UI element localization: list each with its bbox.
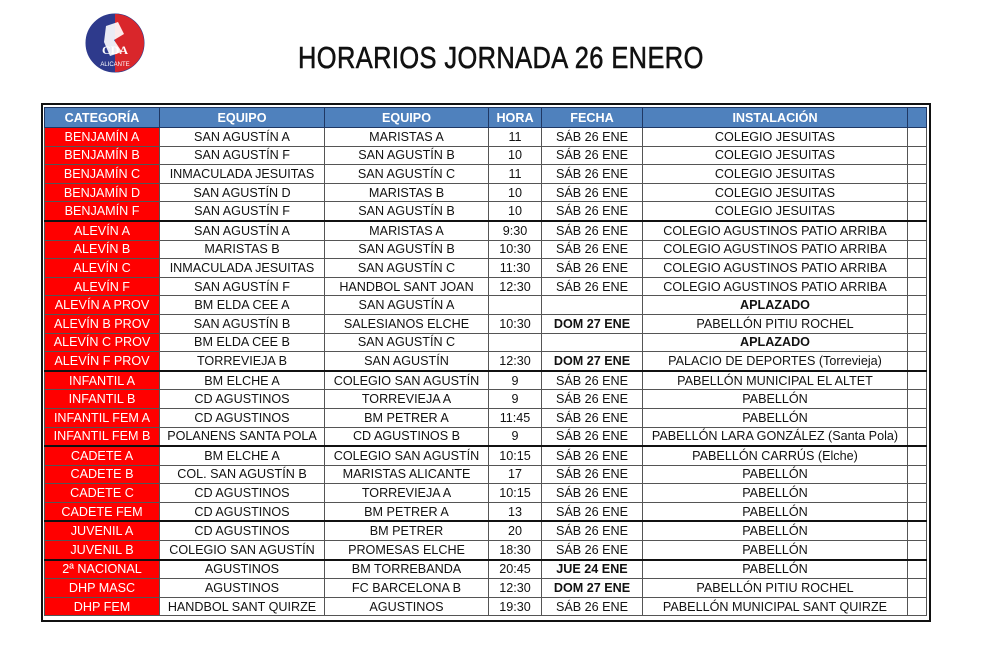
blank-cell [908,259,927,278]
table-row [45,408,927,427]
table-row [45,521,927,540]
instalacion-cell: PABELLÓN LARA GONZÁLEZ (Santa Pola) [643,427,908,446]
fecha-cell: SÁB 26 ENE [542,541,643,560]
fecha-cell: JUE 24 ENE [542,560,643,579]
fecha-cell: SÁB 26 ENE [542,371,643,390]
equipo-local-cell: HANDBOL SANT QUIRZE [160,597,325,616]
blank-cell [908,484,927,503]
equipo-local-cell: CD AGUSTINOS [160,521,325,540]
equipo-local-cell: BM ELDA CEE B [160,333,325,352]
categoria-cell: ALEVÍN F PROV [45,352,160,371]
hora-cell: 12:30 [489,352,542,371]
table-row [45,221,927,240]
fecha-cell: SÁB 26 ENE [542,146,643,165]
fecha-cell: SÁB 26 ENE [542,221,643,240]
equipo-visitante-cell: MARISTAS A [325,128,489,147]
categoria-cell: INFANTIL FEM B [45,427,160,446]
fecha-cell: SÁB 26 ENE [542,165,643,184]
hora-cell: 18:30 [489,541,542,560]
table-row [45,146,927,165]
instalacion-cell: PABELLÓN MUNICIPAL EL ALTET [643,371,908,390]
blank-cell [908,465,927,484]
equipo-visitante-cell: COLEGIO SAN AGUSTÍN [325,446,489,465]
equipo-visitante-cell: BM PETRER A [325,502,489,521]
categoria-cell: DHP MASC [45,579,160,598]
table-body [45,128,927,616]
equipo-local-cell: TORREVIEJA B [160,352,325,371]
equipo-local-cell: SAN AGUSTÍN F [160,277,325,296]
equipo-local-cell: SAN AGUSTÍN D [160,183,325,202]
fecha-cell: SÁB 26 ENE [542,484,643,503]
blank-cell [908,128,927,147]
equipo-visitante-cell: SAN AGUSTÍN B [325,146,489,165]
categoria-cell: DHP FEM [45,597,160,616]
blank-cell [908,390,927,409]
categoria-cell: BENJAMÍN C [45,165,160,184]
fecha-cell [542,333,643,352]
hora-cell: 20 [489,521,542,540]
fecha-cell: SÁB 26 ENE [542,521,643,540]
instalacion-cell: APLAZADO [643,333,908,352]
fecha-cell: SÁB 26 ENE [542,408,643,427]
fecha-cell: SÁB 26 ENE [542,240,643,259]
equipo-local-cell: CD AGUSTINOS [160,484,325,503]
equipo-visitante-cell: SAN AGUSTÍN C [325,333,489,352]
table-row [45,484,927,503]
hora-cell: 10 [489,202,542,221]
instalacion-cell: PABELLÓN MUNICIPAL SANT QUIRZE [643,597,908,616]
fecha-cell: SÁB 26 ENE [542,502,643,521]
equipo-visitante-cell: BM TORREBANDA [325,560,489,579]
schedule-table [44,107,927,616]
header-instalacion: INSTALACIÓN [643,108,908,128]
fecha-cell: DOM 27 ENE [542,352,643,371]
categoria-cell: ALEVÍN C PROV [45,333,160,352]
fecha-cell: SÁB 26 ENE [542,597,643,616]
table-row [45,259,927,278]
hora-cell: 11 [489,128,542,147]
hora-cell: 11:45 [489,408,542,427]
equipo-visitante-cell: SAN AGUSTÍN B [325,240,489,259]
header-hora: HORA [489,108,542,128]
blank-cell [908,579,927,598]
blank-cell [908,541,927,560]
page-title: HORARIOS JORNADA 26 ENERO [298,40,704,75]
equipo-visitante-cell: BM PETRER A [325,408,489,427]
blank-cell [908,277,927,296]
table-row [45,333,927,352]
equipo-local-cell: CD AGUSTINOS [160,390,325,409]
hora-cell [489,296,542,315]
table-row [45,240,927,259]
equipo-visitante-cell: SAN AGUSTÍN [325,352,489,371]
instalacion-cell: PABELLÓN [643,560,908,579]
categoria-cell: CADETE B [45,465,160,484]
fecha-cell: SÁB 26 ENE [542,183,643,202]
equipo-local-cell: SAN AGUSTÍN F [160,146,325,165]
categoria-cell: BENJAMÍN D [45,183,160,202]
instalacion-cell: PABELLÓN [643,502,908,521]
hora-cell: 11:30 [489,259,542,278]
blank-cell [908,371,927,390]
equipo-visitante-cell: SAN AGUSTÍN B [325,202,489,221]
hora-cell: 10:15 [489,484,542,503]
instalacion-cell: PABELLÓN CARRÚS (Elche) [643,446,908,465]
hora-cell: 10 [489,183,542,202]
equipo-local-cell: MARISTAS B [160,240,325,259]
hora-cell: 20:45 [489,560,542,579]
table-row [45,597,927,616]
categoria-cell: JUVENIL B [45,541,160,560]
equipo-visitante-cell: SAN AGUSTÍN C [325,165,489,184]
equipo-local-cell: SAN AGUSTÍN F [160,202,325,221]
fecha-cell: SÁB 26 ENE [542,277,643,296]
equipo-visitante-cell: SAN AGUSTÍN C [325,259,489,278]
hora-cell: 9:30 [489,221,542,240]
categoria-cell: JUVENIL A [45,521,160,540]
blank-cell [908,427,927,446]
blank-cell [908,221,927,240]
categoria-cell: ALEVÍN F [45,277,160,296]
club-logo [84,12,146,74]
blank-cell [908,202,927,221]
categoria-cell: ALEVÍN A PROV [45,296,160,315]
hora-cell: 12:30 [489,277,542,296]
header-equipo-visitante: EQUIPO [325,108,489,128]
instalacion-cell: COLEGIO JESUITAS [643,202,908,221]
hora-cell: 10 [489,146,542,165]
categoria-cell: CADETE A [45,446,160,465]
table-row [45,165,927,184]
instalacion-cell: COLEGIO JESUITAS [643,183,908,202]
hora-cell: 19:30 [489,597,542,616]
equipo-visitante-cell: SALESIANOS ELCHE [325,314,489,333]
fecha-cell: SÁB 26 ENE [542,390,643,409]
blank-cell [908,183,927,202]
blank-cell [908,597,927,616]
equipo-local-cell: SAN AGUSTÍN A [160,221,325,240]
table-row [45,183,927,202]
table-row [45,390,927,409]
instalacion-cell: COLEGIO JESUITAS [643,128,908,147]
equipo-local-cell: COL. SAN AGUSTÍN B [160,465,325,484]
hora-cell: 11 [489,165,542,184]
categoria-cell: INFANTIL A [45,371,160,390]
table-row [45,296,927,315]
blank-cell [908,314,927,333]
instalacion-cell: COLEGIO AGUSTINOS PATIO ARRIBA [643,240,908,259]
fecha-cell: SÁB 26 ENE [542,465,643,484]
table-row [45,465,927,484]
fecha-cell: SÁB 26 ENE [542,128,643,147]
equipo-local-cell: BM ELDA CEE A [160,296,325,315]
instalacion-cell: PALACIO DE DEPORTES (Torrevieja) [643,352,908,371]
hora-cell: 13 [489,502,542,521]
hora-cell: 9 [489,371,542,390]
table-row [45,128,927,147]
categoria-cell: ALEVÍN C [45,259,160,278]
instalacion-cell: PABELLÓN [643,390,908,409]
equipo-local-cell: COLEGIO SAN AGUSTÍN [160,541,325,560]
blank-cell [908,408,927,427]
equipo-visitante-cell: FC BARCELONA B [325,579,489,598]
hora-cell: 10:30 [489,240,542,259]
equipo-visitante-cell: COLEGIO SAN AGUSTÍN [325,371,489,390]
instalacion-cell: APLAZADO [643,296,908,315]
instalacion-cell: COLEGIO AGUSTINOS PATIO ARRIBA [643,277,908,296]
categoria-cell: BENJAMÍN F [45,202,160,221]
logo-text: CDA [102,43,128,57]
equipo-visitante-cell: MARISTAS ALICANTE [325,465,489,484]
instalacion-cell: PABELLÓN [643,408,908,427]
fecha-cell: SÁB 26 ENE [542,259,643,278]
instalacion-cell: PABELLÓN PITIU ROCHEL [643,579,908,598]
equipo-visitante-cell: MARISTAS B [325,183,489,202]
blank-cell [908,352,927,371]
categoria-cell: ALEVÍN A [45,221,160,240]
blank-cell [908,521,927,540]
hora-cell: 17 [489,465,542,484]
blank-cell [908,146,927,165]
equipo-local-cell: INMACULADA JESUITAS [160,165,325,184]
instalacion-cell: COLEGIO AGUSTINOS PATIO ARRIBA [643,221,908,240]
categoria-cell: BENJAMÍN A [45,128,160,147]
header-categoria: CATEGORÍA [45,108,160,128]
table-row [45,502,927,521]
equipo-local-cell: SAN AGUSTÍN A [160,128,325,147]
blank-cell [908,240,927,259]
categoria-cell: INFANTIL FEM A [45,408,160,427]
equipo-visitante-cell: BM PETRER [325,521,489,540]
instalacion-cell: PABELLÓN [643,521,908,540]
categoria-cell: CADETE C [45,484,160,503]
table-row [45,371,927,390]
equipo-local-cell: AGUSTINOS [160,579,325,598]
hora-cell: 9 [489,427,542,446]
instalacion-cell: COLEGIO JESUITAS [643,165,908,184]
equipo-local-cell: INMACULADA JESUITAS [160,259,325,278]
blank-cell [908,560,927,579]
instalacion-cell: PABELLÓN [643,465,908,484]
instalacion-cell: PABELLÓN PITIU ROCHEL [643,314,908,333]
logo-subtext: ALICANTE [100,62,130,68]
equipo-local-cell: CD AGUSTINOS [160,502,325,521]
blank-cell [908,446,927,465]
header-row [45,108,927,128]
categoria-cell: 2ª NACIONAL [45,560,160,579]
fecha-cell: SÁB 26 ENE [542,446,643,465]
equipo-local-cell: BM ELCHE A [160,446,325,465]
fecha-cell: SÁB 26 ENE [542,202,643,221]
equipo-local-cell: AGUSTINOS [160,560,325,579]
equipo-visitante-cell: SAN AGUSTÍN A [325,296,489,315]
equipo-visitante-cell: TORREVIEJA A [325,390,489,409]
table-row [45,314,927,333]
header-fecha: FECHA [542,108,643,128]
table-row [45,427,927,446]
categoria-cell: ALEVÍN B PROV [45,314,160,333]
instalacion-cell: COLEGIO JESUITAS [643,146,908,165]
equipo-visitante-cell: TORREVIEJA A [325,484,489,503]
table-row [45,579,927,598]
blank-cell [908,165,927,184]
hora-cell: 12:30 [489,579,542,598]
table-row [45,541,927,560]
categoria-cell: ALEVÍN B [45,240,160,259]
table-row [45,202,927,221]
fecha-cell: DOM 27 ENE [542,579,643,598]
equipo-visitante-cell: CD AGUSTINOS B [325,427,489,446]
instalacion-cell: PABELLÓN [643,484,908,503]
fecha-cell: DOM 27 ENE [542,314,643,333]
fecha-cell [542,296,643,315]
equipo-visitante-cell: AGUSTINOS [325,597,489,616]
categoria-cell: BENJAMÍN B [45,146,160,165]
blank-cell [908,502,927,521]
header-blank [908,108,927,128]
blank-cell [908,333,927,352]
hora-cell: 9 [489,390,542,409]
equipo-visitante-cell: PROMESAS ELCHE [325,541,489,560]
equipo-local-cell: SAN AGUSTÍN B [160,314,325,333]
equipo-visitante-cell: HANDBOL SANT JOAN [325,277,489,296]
hora-cell: 10:15 [489,446,542,465]
table-row [45,446,927,465]
hora-cell: 10:30 [489,314,542,333]
instalacion-cell: COLEGIO AGUSTINOS PATIO ARRIBA [643,259,908,278]
equipo-local-cell: BM ELCHE A [160,371,325,390]
table-row [45,560,927,579]
instalacion-cell: PABELLÓN [643,541,908,560]
equipo-local-cell: CD AGUSTINOS [160,408,325,427]
fecha-cell: SÁB 26 ENE [542,427,643,446]
table-row [45,352,927,371]
equipo-visitante-cell: MARISTAS A [325,221,489,240]
hora-cell [489,333,542,352]
categoria-cell: INFANTIL B [45,390,160,409]
categoria-cell: CADETE FEM [45,502,160,521]
header-equipo-local: EQUIPO [160,108,325,128]
blank-cell [908,296,927,315]
table-row [45,277,927,296]
equipo-local-cell: POLANENS SANTA POLA [160,427,325,446]
